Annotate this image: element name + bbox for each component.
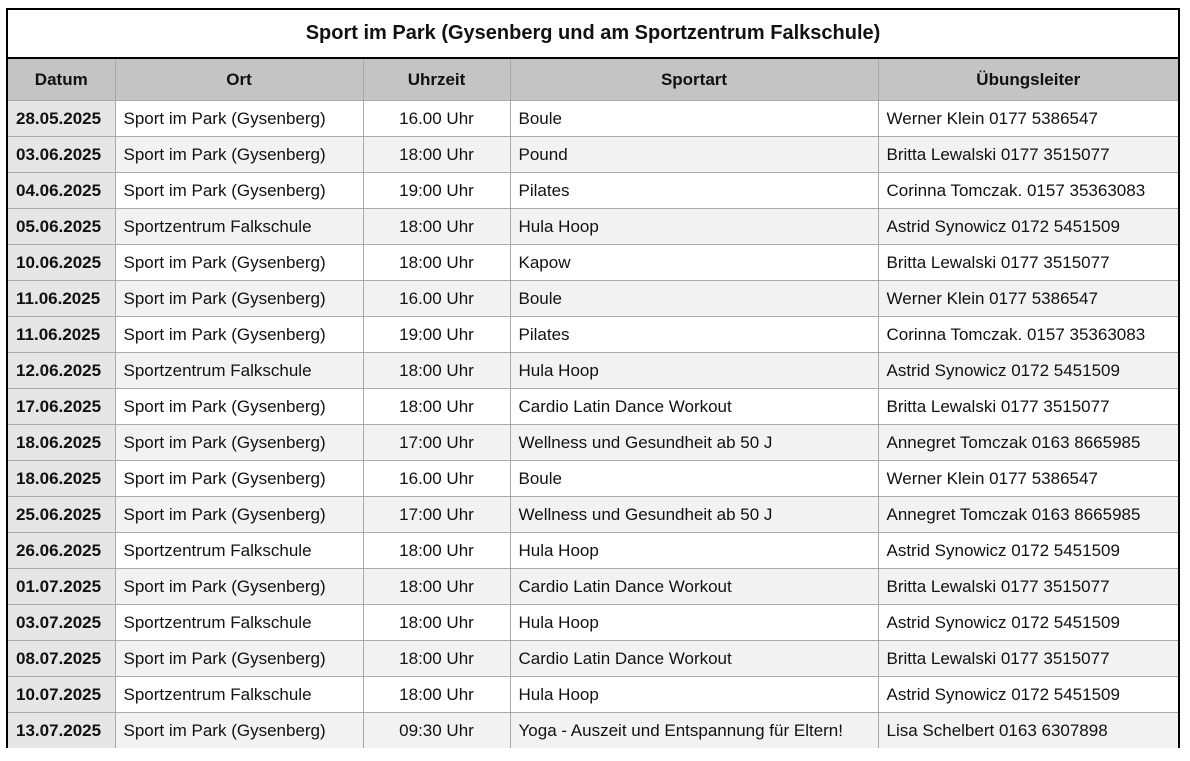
instructor-cell: Astrid Synowicz 0172 5451509 xyxy=(878,533,1178,569)
column-header-datum: Datum xyxy=(8,59,115,101)
sport-cell: Hula Hoop xyxy=(510,353,878,389)
instructor-cell: Werner Klein 0177 5386547 xyxy=(878,461,1178,497)
instructor-cell: Annegret Tomczak 0163 8665985 xyxy=(878,425,1178,461)
table-row xyxy=(8,281,1178,317)
sport-cell: Cardio Latin Dance Workout xyxy=(510,569,878,605)
location-cell: Sport im Park (Gysenberg) xyxy=(115,245,363,281)
date-cell: 11.06.2025 xyxy=(8,281,115,317)
table-row xyxy=(8,569,1178,605)
sport-cell: Wellness und Gesundheit ab 50 J xyxy=(510,497,878,533)
schedule-frame xyxy=(6,8,1180,748)
table-row xyxy=(8,677,1178,713)
location-cell: Sportzentrum Falkschule xyxy=(115,533,363,569)
sport-cell: Cardio Latin Dance Workout xyxy=(510,389,878,425)
date-cell: 26.06.2025 xyxy=(8,533,115,569)
date-cell: 01.07.2025 xyxy=(8,569,115,605)
column-header-uhrzeit: Uhrzeit xyxy=(363,59,510,101)
table-row xyxy=(8,209,1178,245)
date-cell: 10.06.2025 xyxy=(8,245,115,281)
sport-cell: Pound xyxy=(510,137,878,173)
location-cell: Sport im Park (Gysenberg) xyxy=(115,389,363,425)
location-cell: Sport im Park (Gysenberg) xyxy=(115,497,363,533)
instructor-cell: Corinna Tomczak. 0157 35363083 xyxy=(878,173,1178,209)
time-cell: 18:00 Uhr xyxy=(363,533,510,569)
schedule-table xyxy=(8,59,1178,748)
column-header-sportart: Sportart xyxy=(510,59,878,101)
date-cell: 10.07.2025 xyxy=(8,677,115,713)
table-row xyxy=(8,425,1178,461)
sport-cell: Boule xyxy=(510,461,878,497)
time-cell: 16.00 Uhr xyxy=(363,101,510,137)
instructor-cell: Britta Lewalski 0177 3515077 xyxy=(878,389,1178,425)
date-cell: 03.06.2025 xyxy=(8,137,115,173)
date-cell: 03.07.2025 xyxy=(8,605,115,641)
sport-cell: Hula Hoop xyxy=(510,677,878,713)
date-cell: 13.07.2025 xyxy=(8,713,115,749)
date-cell: 08.07.2025 xyxy=(8,641,115,677)
sport-cell: Kapow xyxy=(510,245,878,281)
location-cell: Sportzentrum Falkschule xyxy=(115,353,363,389)
sport-cell: Yoga - Auszeit und Entspannung für Eltern! xyxy=(510,713,878,749)
location-cell: Sport im Park (Gysenberg) xyxy=(115,425,363,461)
date-cell: 25.06.2025 xyxy=(8,497,115,533)
time-cell: 16.00 Uhr xyxy=(363,281,510,317)
sport-cell: Wellness und Gesundheit ab 50 J xyxy=(510,425,878,461)
sport-cell: Hula Hoop xyxy=(510,209,878,245)
time-cell: 18:00 Uhr xyxy=(363,641,510,677)
location-cell: Sportzentrum Falkschule xyxy=(115,677,363,713)
location-cell: Sport im Park (Gysenberg) xyxy=(115,317,363,353)
date-cell: 05.06.2025 xyxy=(8,209,115,245)
table-row xyxy=(8,497,1178,533)
table-row xyxy=(8,533,1178,569)
location-cell: Sport im Park (Gysenberg) xyxy=(115,713,363,749)
date-cell: 04.06.2025 xyxy=(8,173,115,209)
table-row xyxy=(8,605,1178,641)
sport-cell: Hula Hoop xyxy=(510,533,878,569)
instructor-cell: Britta Lewalski 0177 3515077 xyxy=(878,245,1178,281)
instructor-cell: Astrid Synowicz 0172 5451509 xyxy=(878,605,1178,641)
table-row xyxy=(8,245,1178,281)
table-row xyxy=(8,641,1178,677)
date-cell: 12.06.2025 xyxy=(8,353,115,389)
time-cell: 19:00 Uhr xyxy=(363,173,510,209)
instructor-cell: Astrid Synowicz 0172 5451509 xyxy=(878,677,1178,713)
location-cell: Sport im Park (Gysenberg) xyxy=(115,137,363,173)
instructor-cell: Corinna Tomczak. 0157 35363083 xyxy=(878,317,1178,353)
instructor-cell: Britta Lewalski 0177 3515077 xyxy=(878,569,1178,605)
instructor-cell: Werner Klein 0177 5386547 xyxy=(878,281,1178,317)
table-row xyxy=(8,101,1178,137)
instructor-cell: Werner Klein 0177 5386547 xyxy=(878,101,1178,137)
time-cell: 16.00 Uhr xyxy=(363,461,510,497)
sport-cell: Cardio Latin Dance Workout xyxy=(510,641,878,677)
sport-cell: Boule xyxy=(510,101,878,137)
time-cell: 18:00 Uhr xyxy=(363,389,510,425)
instructor-cell: Britta Lewalski 0177 3515077 xyxy=(878,137,1178,173)
time-cell: 18:00 Uhr xyxy=(363,209,510,245)
time-cell: 18:00 Uhr xyxy=(363,677,510,713)
date-cell: 11.06.2025 xyxy=(8,317,115,353)
time-cell: 17:00 Uhr xyxy=(363,425,510,461)
instructor-cell: Lisa Schelbert 0163 6307898 xyxy=(878,713,1178,749)
location-cell: Sport im Park (Gysenberg) xyxy=(115,101,363,137)
sport-cell: Pilates xyxy=(510,173,878,209)
instructor-cell: Annegret Tomczak 0163 8665985 xyxy=(878,497,1178,533)
time-cell: 19:00 Uhr xyxy=(363,317,510,353)
time-cell: 18:00 Uhr xyxy=(363,137,510,173)
table-row xyxy=(8,713,1178,749)
date-cell: 17.06.2025 xyxy=(8,389,115,425)
table-row xyxy=(8,389,1178,425)
time-cell: 09:30 Uhr xyxy=(363,713,510,749)
column-header-ort: Ort xyxy=(115,59,363,101)
table-row xyxy=(8,137,1178,173)
table-row xyxy=(8,461,1178,497)
table-row xyxy=(8,317,1178,353)
instructor-cell: Astrid Synowicz 0172 5451509 xyxy=(878,209,1178,245)
table-row xyxy=(8,353,1178,389)
sport-cell: Pilates xyxy=(510,317,878,353)
date-cell: 28.05.2025 xyxy=(8,101,115,137)
time-cell: 17:00 Uhr xyxy=(363,497,510,533)
instructor-cell: Britta Lewalski 0177 3515077 xyxy=(878,641,1178,677)
sport-cell: Hula Hoop xyxy=(510,605,878,641)
table-header-row xyxy=(8,59,1178,101)
column-header-uebungsleiter: Übungsleiter xyxy=(878,59,1178,101)
time-cell: 18:00 Uhr xyxy=(363,569,510,605)
location-cell: Sportzentrum Falkschule xyxy=(115,209,363,245)
date-cell: 18.06.2025 xyxy=(8,461,115,497)
time-cell: 18:00 Uhr xyxy=(363,353,510,389)
location-cell: Sport im Park (Gysenberg) xyxy=(115,641,363,677)
location-cell: Sport im Park (Gysenberg) xyxy=(115,461,363,497)
location-cell: Sport im Park (Gysenberg) xyxy=(115,281,363,317)
date-cell: 18.06.2025 xyxy=(8,425,115,461)
table-row xyxy=(8,173,1178,209)
time-cell: 18:00 Uhr xyxy=(363,605,510,641)
location-cell: Sport im Park (Gysenberg) xyxy=(115,173,363,209)
sport-cell: Boule xyxy=(510,281,878,317)
location-cell: Sportzentrum Falkschule xyxy=(115,605,363,641)
instructor-cell: Astrid Synowicz 0172 5451509 xyxy=(878,353,1178,389)
time-cell: 18:00 Uhr xyxy=(363,245,510,281)
location-cell: Sport im Park (Gysenberg) xyxy=(115,569,363,605)
page-title: Sport im Park (Gysenberg und am Sportzentrum Falkschule) xyxy=(8,10,1178,59)
